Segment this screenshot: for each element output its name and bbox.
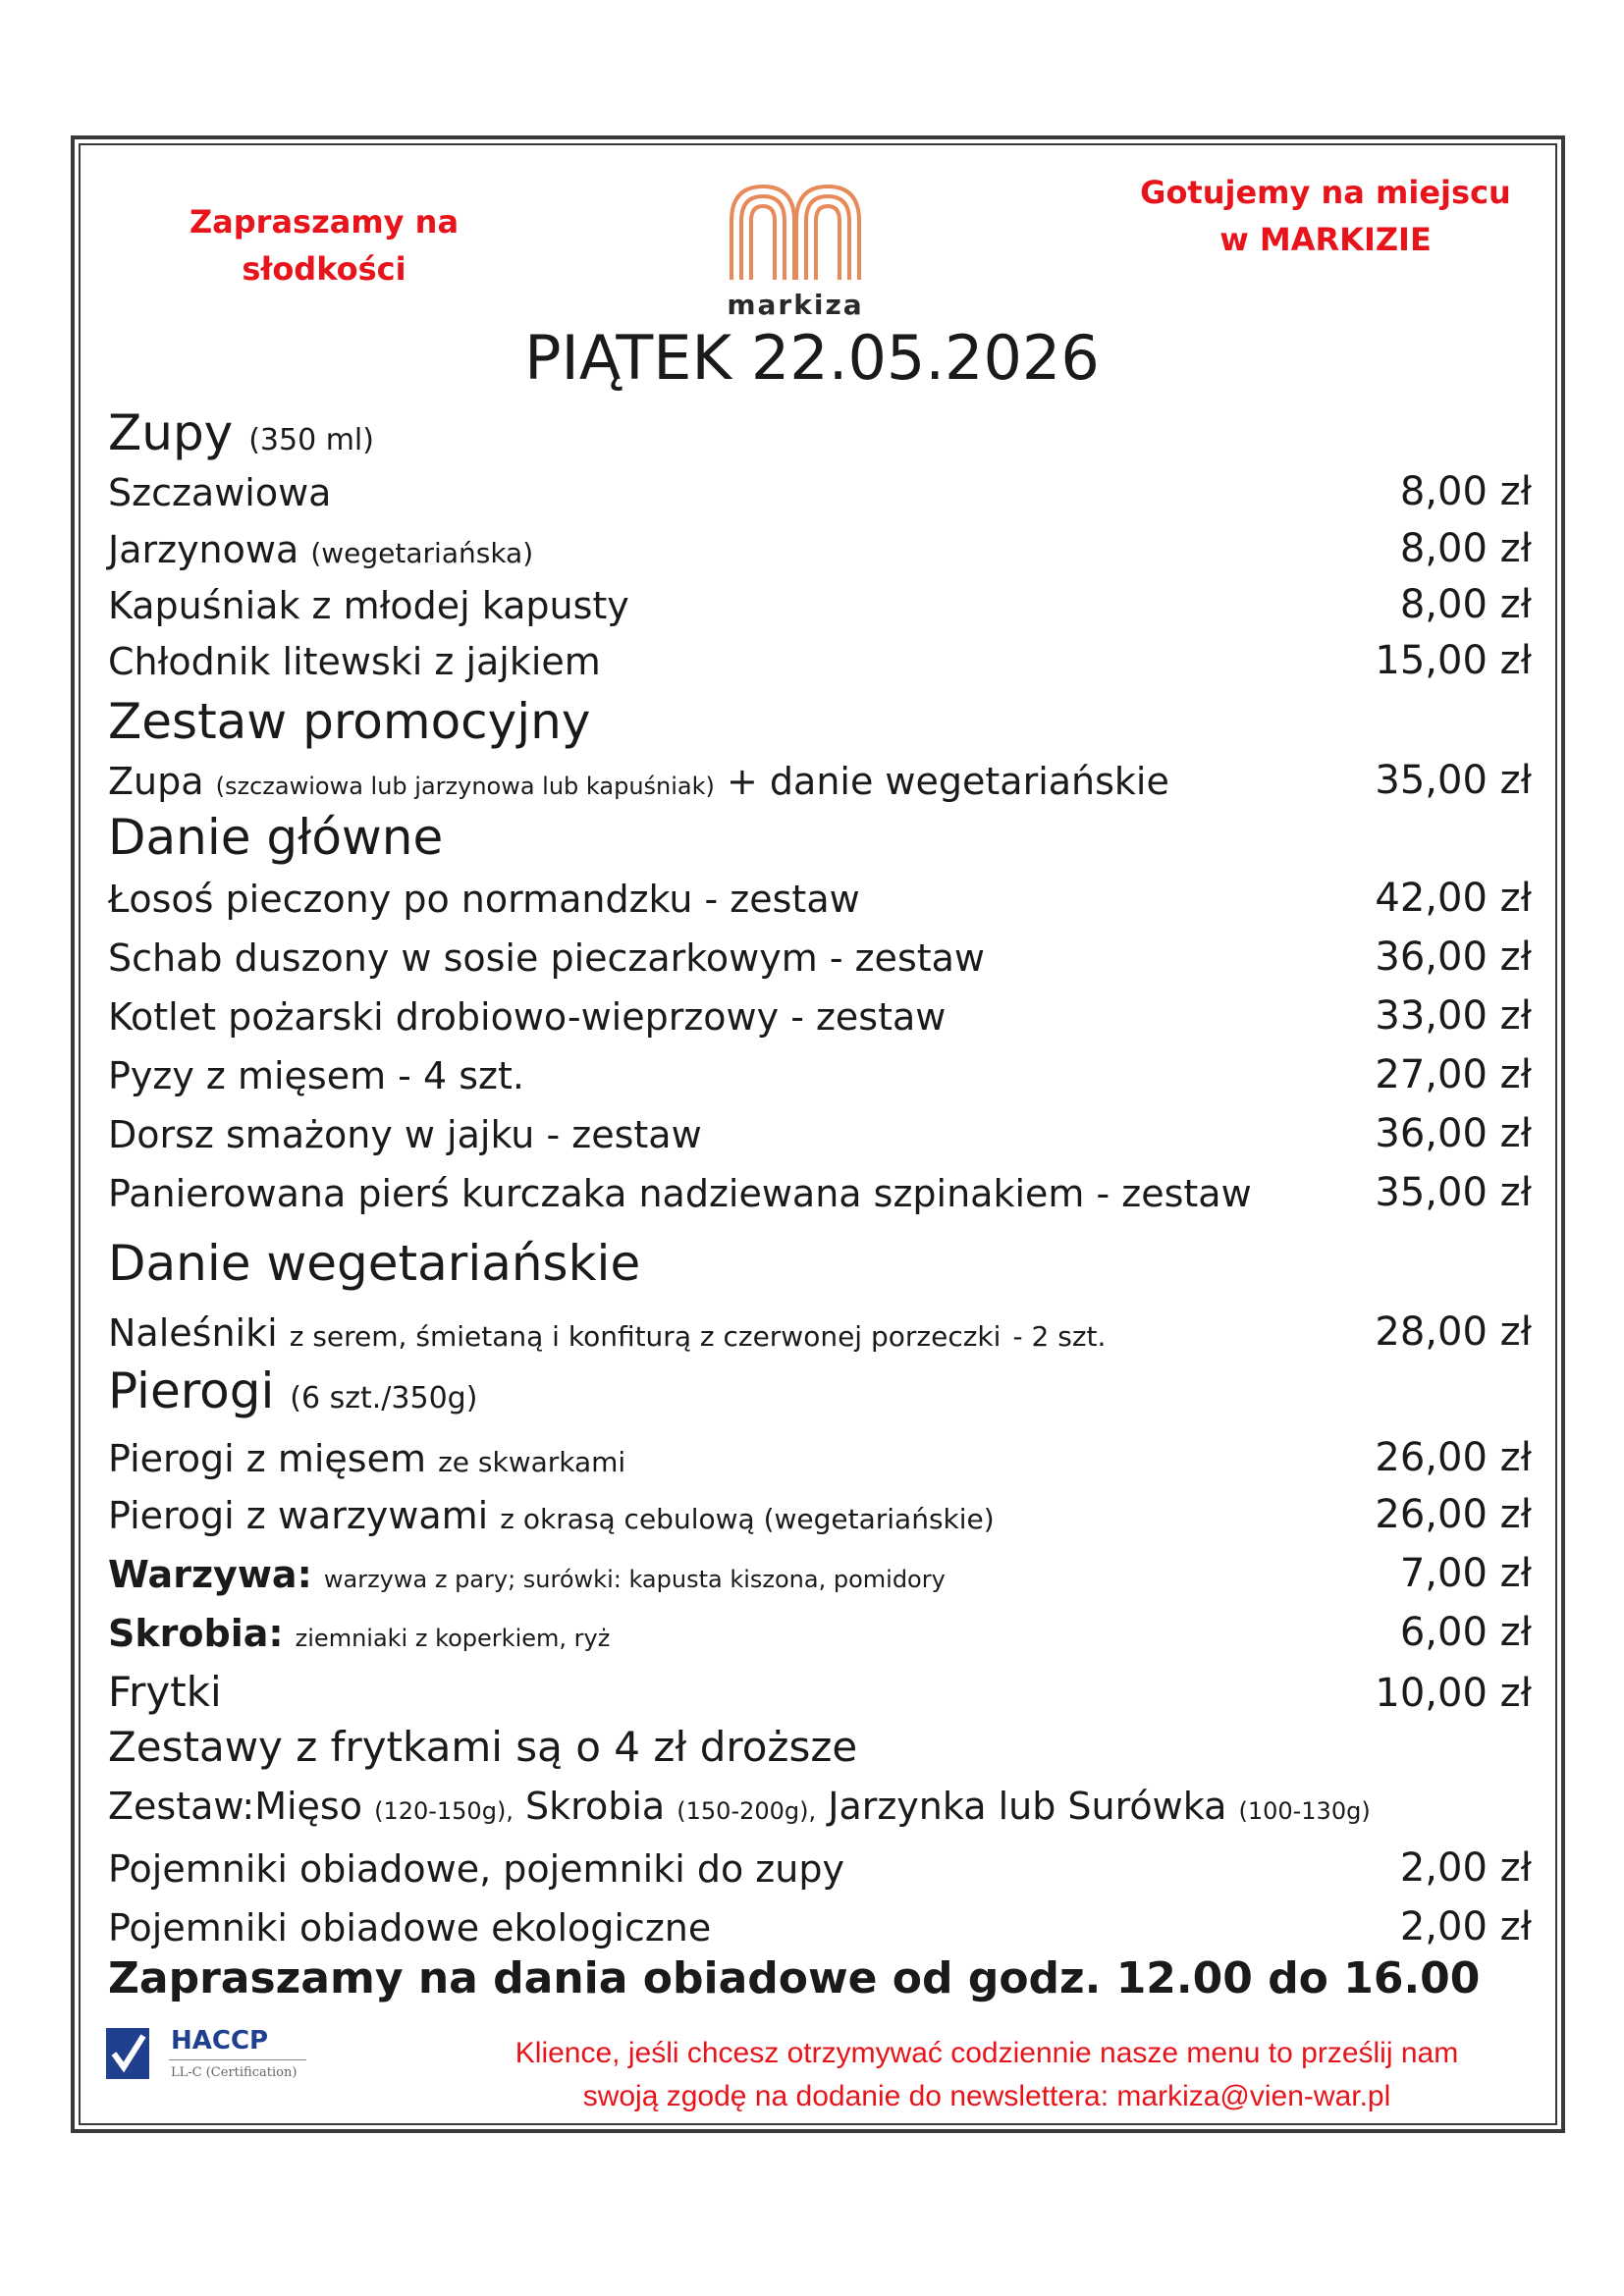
markiza-logo — [687, 177, 903, 321]
menu-item — [108, 520, 1532, 579]
item-name: Frytki — [108, 1668, 222, 1716]
newsletter-info — [432, 2032, 1542, 2118]
item-name: Naleśniki — [108, 1311, 278, 1355]
section-note: (350 ml) — [248, 423, 374, 457]
menu-item — [108, 1304, 1532, 1362]
section-note: (6 szt./350g) — [290, 1381, 478, 1415]
section-heading-pierogi — [108, 1362, 477, 1419]
item-name: Kotlet pożarski drobiowo-wieprzowy - zestaw — [108, 995, 947, 1039]
menu-item — [108, 929, 1532, 988]
item-name: Pyzy z mięsem - 4 szt. — [108, 1054, 524, 1097]
item-name: Chłodnik litewski z jajkiem — [108, 640, 601, 683]
menu-item — [108, 1604, 1532, 1663]
item-name-b: - 2 szt. — [1012, 1320, 1107, 1353]
item-price: 33,00 zł — [1375, 993, 1532, 1039]
promo-cooking — [1139, 169, 1512, 263]
item-name: Dorsz smażony w jajku - zestaw — [108, 1113, 702, 1156]
item-name: Pierogi z mięsem — [108, 1437, 426, 1480]
item-price: 8,00 zł — [1399, 582, 1532, 627]
newsletter-line2: swoją zgodę na dodanie do newslettera: markiza@vien-war.pl — [582, 2080, 1391, 2112]
item-note: warzywa z pary; surówki: kapusta kiszona, pomidory — [323, 1566, 946, 1593]
lunch-hours: Zapraszamy na dania obiadowe od godz. 12.00 do 16.00 — [108, 1953, 1481, 2003]
item-note: z serem, śmietaną i konfiturą z czerwonej porzeczki — [289, 1320, 1001, 1353]
item-name-wrap — [108, 1553, 946, 1596]
item-price: 15,00 zł — [1375, 638, 1532, 683]
promo-cooking-line2: w MARKIZIE — [1219, 221, 1432, 258]
zestaw-info-a-note: (120-150g), — [374, 1797, 514, 1825]
item-note: (szczawiowa lub jarzynowa lub kapuśniak) — [215, 773, 715, 800]
frytki-note-row — [108, 1720, 1532, 1779]
haccp-badge — [104, 2024, 310, 2093]
item-name: Łosoś pieczony po normandzku - zestaw — [108, 878, 860, 921]
section-title: Pierogi — [108, 1362, 275, 1419]
item-name-wrap — [108, 1311, 1106, 1355]
item-name-b: + danie wegetariańskie — [727, 760, 1169, 803]
zestaw-info-c: Jarzynka lub Surówka — [828, 1785, 1227, 1828]
item-note: ze skwarkami — [438, 1446, 626, 1478]
markiza-logo-icon — [722, 177, 869, 285]
zestaw-info-a: Zestaw:Mięso — [108, 1785, 362, 1828]
haccp-check-icon — [104, 2024, 153, 2083]
item-price: 26,00 zł — [1375, 1435, 1532, 1480]
item-price: 2,00 zł — [1399, 1904, 1532, 1949]
item-price: 28,00 zł — [1375, 1309, 1532, 1355]
item-name: Kapuśniak z młodej kapusty — [108, 584, 629, 627]
zestaw-info-row — [108, 1777, 1532, 1836]
item-price: 10,00 zł — [1375, 1671, 1532, 1716]
menu-item — [108, 1046, 1532, 1105]
item-name: Warzywa: — [108, 1553, 312, 1596]
section-heading-zestaw: Zestaw promocyjny — [108, 693, 591, 750]
newsletter-line1: Klience, jeśli chcesz otrzymywać codziennie nasze menu to prześlij nam — [514, 2037, 1459, 2069]
menu-item — [108, 1429, 1532, 1488]
logo-text: markiza — [727, 289, 864, 321]
item-price: 8,00 zł — [1399, 469, 1532, 514]
item-price: 42,00 zł — [1375, 876, 1532, 921]
item-name: Szczawiowa — [108, 471, 332, 514]
item-price: 26,00 zł — [1375, 1492, 1532, 1537]
item-note: (wegetariańska) — [310, 537, 534, 569]
menu-item — [108, 632, 1532, 691]
item-price: 35,00 zł — [1375, 758, 1532, 803]
item-price: 35,00 zł — [1375, 1170, 1532, 1215]
zestaw-info-b-note: (150-200g), — [677, 1797, 817, 1825]
zestaw-info-b: Skrobia — [525, 1785, 666, 1828]
item-name: Schab duszony w sosie pieczarkowym - zestaw — [108, 936, 985, 980]
item-name: Skrobia: — [108, 1612, 284, 1655]
menu-item — [108, 1840, 1532, 1898]
section-heading-wege: Danie wegetariańskie — [108, 1235, 641, 1292]
section-heading-glowne: Danie główne — [108, 809, 444, 866]
menu-item — [108, 752, 1532, 811]
item-note: ziemniaki z koperkiem, ryż — [295, 1625, 611, 1652]
item-name: Jarzynowa — [108, 528, 299, 571]
promo-sweets-line1: Zapraszamy na — [189, 203, 460, 240]
section-heading-zupy — [108, 404, 374, 461]
menu-item — [108, 1545, 1532, 1604]
menu-item — [108, 1486, 1532, 1545]
item-price: 2,00 zł — [1399, 1845, 1532, 1891]
menu-item — [108, 1164, 1532, 1223]
item-name-wrap — [108, 1437, 625, 1480]
promo-cooking-line1: Gotujemy na miejscu — [1140, 174, 1511, 211]
promo-sweets-line2: słodkości — [242, 250, 406, 288]
section-title: Zupy — [108, 404, 234, 461]
item-price: 27,00 zł — [1375, 1052, 1532, 1097]
item-name: Panierowana pierś kurczaka nadziewana szpinakiem - zestaw — [108, 1172, 1252, 1215]
item-name-wrap — [108, 1612, 610, 1655]
menu-item — [108, 870, 1532, 929]
item-name: Zupa — [108, 760, 204, 803]
item-name: Pierogi z warzywami — [108, 1494, 489, 1537]
haccp-title: HACCP — [171, 2026, 269, 2056]
haccp-divider — [169, 2059, 306, 2060]
promo-sweets — [167, 198, 481, 293]
menu-item — [108, 988, 1532, 1046]
item-note: z okrasą cebulową (wegetariańskie) — [500, 1503, 995, 1535]
menu-item — [108, 1665, 1532, 1724]
item-price: 36,00 zł — [1375, 1111, 1532, 1156]
item-name-wrap — [108, 528, 533, 571]
menu-item — [108, 576, 1532, 635]
item-name-wrap — [108, 1494, 995, 1537]
item-price: 36,00 zł — [1375, 934, 1532, 980]
menu-item — [108, 463, 1532, 522]
zestaw-info — [108, 1785, 1371, 1828]
item-name: Pojemniki obiadowe, pojemniki do zupy — [108, 1847, 844, 1891]
item-price: 8,00 zł — [1399, 526, 1532, 571]
item-name: Pojemniki obiadowe ekologiczne — [108, 1906, 712, 1949]
item-price: 6,00 zł — [1399, 1610, 1532, 1655]
item-name-wrap — [108, 760, 1169, 803]
day-title: PIĄTEK 22.05.2026 — [524, 322, 1100, 394]
menu-item — [108, 1105, 1532, 1164]
haccp-subtitle: LL-C (Certification) — [171, 2065, 298, 2080]
menu-item — [108, 1898, 1532, 1957]
frytki-note: Zestawy z frytkami są o 4 zł droższe — [108, 1723, 858, 1771]
zestaw-info-c-note: (100-130g) — [1238, 1797, 1371, 1825]
item-price: 7,00 zł — [1399, 1551, 1532, 1596]
